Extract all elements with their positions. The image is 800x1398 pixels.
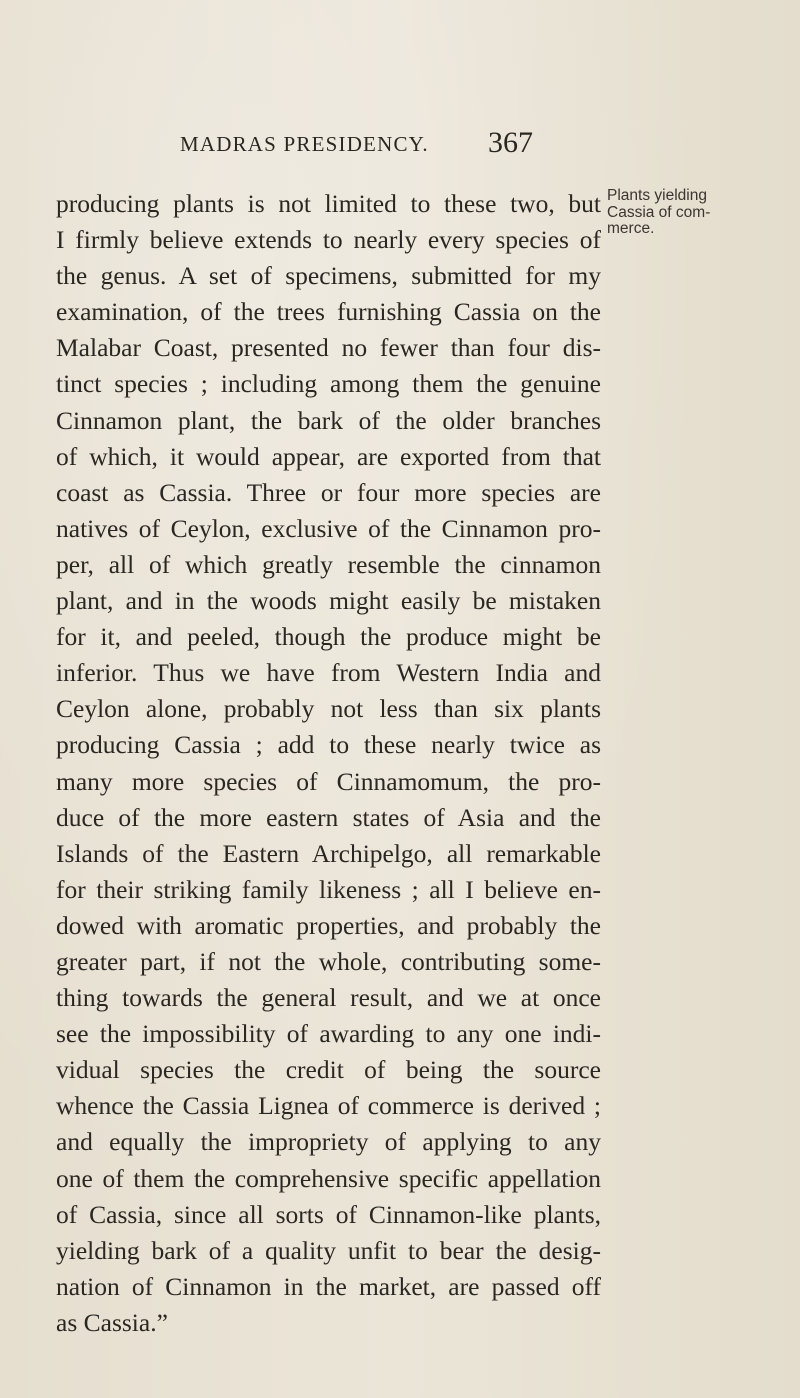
text-line: many more species of Cinnamomum, the pro- [56,766,601,796]
text-line: thing towards the general result, and we at once [56,983,601,1013]
text-line: and equally the impropriety of applying to any [56,1127,601,1157]
text-line: greater part, if not the whole, contributing some- [56,946,601,976]
marginal-note-line: merce. [607,220,655,237]
text-line: for their striking family likeness ; all I believe en- [56,874,601,904]
text-line: producing Cassia ; add to these nearly twice as [56,730,601,760]
text-line: yielding bark of a quality unfit to bear the desig- [56,1235,601,1265]
text-line: nation of Cinnamon in the market, are passed off [56,1271,601,1301]
text-line: plant, and in the woods might easily be mistaken [56,586,601,616]
text-line: see the impossibility of awarding to any one indi- [56,1019,601,1049]
text-line: of Cassia, since all sorts of Cinnamon-like plants, [56,1199,601,1229]
text-line: whence the Cassia Lignea of commerce is derived ; [56,1091,601,1121]
marginal-note [607,188,797,238]
running-head [180,126,620,166]
text-line: one of them the comprehensive specific appellation [56,1163,601,1193]
text-line: inferior. Thus we have from Western India and [56,658,601,688]
text-line: I firmly believe extends to nearly every species of [56,225,601,255]
text-line: duce of the more eastern states of Asia and the [56,802,601,832]
text-line: tinct species ; including among them the genuine [56,369,601,399]
marginal-note-line: Cassia of com- [607,203,711,221]
page-number: 367 [488,126,533,159]
text-line: dowed with aromatic properties, and probably the [56,910,601,940]
text-line: the genus. A set of specimens, submitted for my [56,261,601,291]
text-line: for it, and peeled, though the produce might be [56,622,601,652]
text-line: per, all of which greatly resemble the cinnamon [56,549,601,579]
text-line: coast as Cassia. Three or four more species are [56,477,601,507]
running-title: MADRAS PRESIDENCY. [180,132,429,156]
text-line: as Cassia.” [56,1307,168,1337]
text-line: Islands of the Eastern Archipelgo, all remarkable [56,838,601,868]
text-line: producing plants is not limited to these two, but [56,189,601,218]
marginal-note-line: Plants yielding [607,187,707,204]
text-line: of which, it would appear, are exported from that [56,441,601,471]
text-line: Malabar Coast, presented no fewer than four dis- [56,333,601,363]
text-line: Cinnamon plant, the bark of the older branches [56,405,601,435]
text-line: Ceylon alone, probably not less than six plants [56,694,601,724]
body-text [56,186,601,1341]
text-line: vidual species the credit of being the source [56,1055,601,1085]
text-line: examination, of the trees furnishing Cassia on the [56,297,601,327]
text-line: natives of Ceylon, exclusive of the Cinnamon pro- [56,513,601,543]
